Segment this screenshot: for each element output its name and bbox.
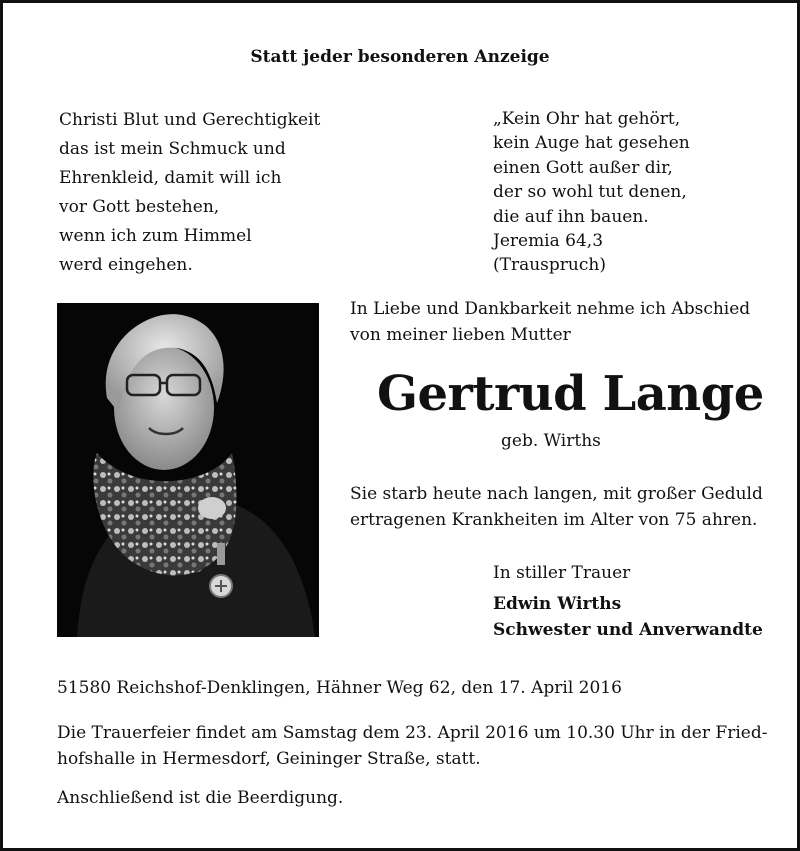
service-line: Die Trauerfeier findet am Samstag dem 23. April 2016 um 10.30 Uhr in der Fried-	[57, 723, 768, 743]
verse-line: Ehrenkleid, damit will ich	[59, 168, 282, 188]
service-line: hofshalle in Hermesdorf, Geininger Straße, statt.	[57, 749, 481, 769]
verse-line: der so wohl tut denen,	[493, 182, 687, 203]
death-notice	[350, 481, 763, 533]
verse-line: „Kein Ohr hat gehört,	[493, 109, 681, 129]
mourning-label: In stiller Trauer	[493, 563, 631, 583]
maiden-name: geb. Wirths	[501, 431, 601, 451]
death-line: Sie starb heute nach langen, mit großer Geduld	[350, 484, 763, 504]
portrait-illustration	[57, 303, 319, 637]
intro-line: von meiner lieben Mutter	[350, 325, 571, 345]
intro-line: In Liebe und Dankbarkeit nehme ich Abschied	[350, 299, 751, 319]
verse-line: die auf ihn bauen.	[493, 206, 649, 227]
death-line: ertragenen Krankheiten im Alter von 75 ahren.	[350, 510, 758, 530]
verse-right	[493, 107, 690, 278]
verse-line: werd eingehen.	[59, 255, 193, 275]
notice-header: Statt jeder besonderen Anzeige	[250, 47, 550, 67]
portrait-photo	[57, 303, 319, 637]
farewell-intro	[350, 296, 750, 348]
address-line: 51580 Reichshof-Denklingen, Hähner Weg 62, den 17. April 2016	[57, 678, 622, 698]
verse-line: das ist mein Schmuck und	[59, 139, 286, 159]
verse-line: (Trauspruch)	[493, 255, 606, 276]
verse-line: wenn ich zum Himmel	[59, 226, 252, 246]
service-info	[57, 720, 767, 772]
deceased-name: Gertrud Lange	[377, 366, 764, 422]
verse-line: Christi Blut und Gerechtigkeit	[59, 110, 321, 130]
burial-line: Anschließend ist die Beerdigung.	[57, 788, 344, 808]
verse-line: kein Auge hat gesehen	[493, 133, 690, 154]
mourner-relatives: Schwester und Anverwandte	[493, 620, 763, 640]
verse-line: einen Gott außer dir,	[493, 157, 673, 178]
verse-left	[59, 106, 320, 280]
mourner-name: Edwin Wirths	[493, 594, 622, 614]
verse-line: Jeremia 64,3	[493, 231, 604, 252]
verse-line: vor Gott bestehen,	[59, 197, 220, 217]
